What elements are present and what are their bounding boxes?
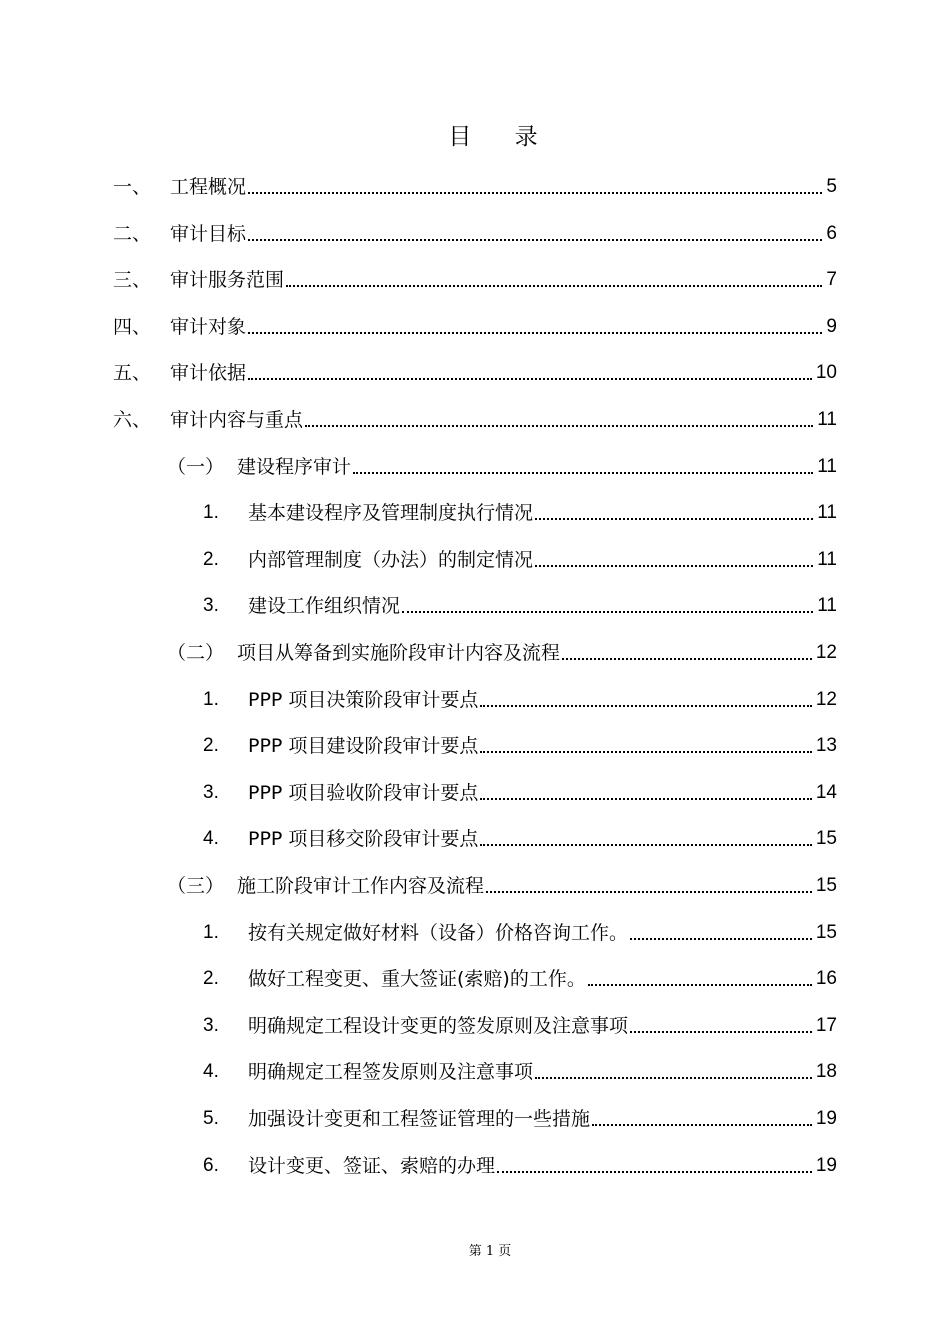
toc-entry-page-number: 15	[815, 875, 837, 896]
toc-dot-leader	[497, 1171, 812, 1173]
toc-dot-leader	[248, 192, 822, 194]
toc-dot-leader	[480, 844, 811, 846]
toc-entry[interactable]	[113, 219, 837, 249]
toc-entry[interactable]	[203, 591, 837, 621]
toc-dot-leader	[486, 891, 812, 893]
toc-entry-title: 明确规定工程设计变更的签发原则及注意事项	[248, 1014, 629, 1037]
toc-dot-leader	[535, 518, 813, 520]
toc-dot-leader	[480, 798, 811, 800]
toc-entry-number: 1.	[203, 502, 219, 524]
toc-entry-page-number: 12	[815, 642, 837, 663]
toc-entry-page-number: 11	[817, 548, 837, 570]
toc-entry-title: PPP 项目建设阶段审计要点	[248, 735, 479, 758]
toc-dot-leader	[535, 1077, 812, 1079]
toc-entry-title: 审计内容与重点	[170, 409, 304, 431]
toc-entry-page-number: 16	[815, 968, 837, 990]
toc-entry-title: 按有关规定做好材料（设备）价格咨询工作。	[248, 921, 629, 944]
toc-entry-number: 2.	[203, 968, 219, 990]
toc-entry[interactable]	[203, 498, 837, 528]
toc-entry-number: 3.	[203, 1014, 219, 1036]
toc-dot-leader	[286, 285, 822, 287]
toc-entry-number: 四、	[113, 315, 152, 338]
toc-entry-number: 三、	[113, 269, 152, 292]
toc-entry[interactable]	[203, 1011, 837, 1041]
toc-entry-page-number: 10	[815, 362, 837, 384]
toc-entry-number: 3.	[203, 781, 219, 803]
toc-entry-number: （二）	[167, 642, 225, 664]
toc-entry-page-number: 6	[826, 222, 837, 244]
toc-dot-leader	[353, 472, 813, 474]
toc-entry[interactable]	[203, 964, 837, 994]
toc-entry-page-number: 18	[815, 1061, 837, 1083]
toc-entry-number: （三）	[167, 875, 225, 897]
toc-entry-number: 五、	[113, 362, 152, 385]
toc-entry[interactable]	[203, 778, 837, 808]
toc-entry-number: 2.	[203, 548, 219, 570]
toc-entry-page-number: 11	[817, 455, 837, 477]
toc-entry-title: 加强设计变更和工程签证管理的一些措施	[248, 1108, 591, 1130]
toc-entry-title: PPP 项目移交阶段审计要点	[248, 828, 479, 851]
toc-entry-page-number: 11	[817, 595, 837, 617]
toc-entry-title: 审计依据	[170, 362, 247, 385]
toc-dot-leader	[592, 1124, 812, 1126]
page-footer: 第 1 页	[468, 1244, 512, 1259]
toc-entry-page-number: 17	[815, 1014, 837, 1036]
toc-entry[interactable]	[167, 452, 837, 482]
toc-dot-leader	[248, 378, 812, 380]
toc-dot-leader	[630, 938, 812, 940]
toc-entry[interactable]	[203, 1104, 837, 1134]
toc-entry-page-number: 13	[815, 735, 837, 757]
toc-entry[interactable]	[167, 871, 837, 901]
toc-title: 目 录	[448, 124, 556, 150]
toc-dot-leader	[562, 658, 812, 660]
toc-entry-title: 项目从筹备到实施阶段审计内容及流程	[237, 642, 561, 664]
toc-entry-page-number: 12	[815, 688, 837, 710]
toc-entry-number: 4.	[203, 828, 219, 850]
toc-dot-leader	[480, 751, 811, 753]
toc-entry[interactable]	[203, 731, 837, 761]
toc-entry-number: 1.	[203, 921, 219, 943]
toc-entry-title: 审计服务范围	[170, 269, 285, 292]
toc-entry-title: 建设工作组织情况	[248, 595, 401, 618]
toc-dot-leader	[588, 984, 812, 986]
toc-entry-title: 施工阶段审计工作内容及流程	[237, 875, 485, 897]
toc-entry[interactable]	[203, 685, 837, 715]
toc-entry-page-number: 7	[826, 269, 837, 291]
toc-entry[interactable]	[203, 1057, 837, 1087]
toc-dot-leader	[402, 611, 813, 613]
toc-dot-leader	[248, 239, 822, 241]
toc-entry-page-number: 15	[815, 921, 837, 943]
toc-entry-page-number: 9	[826, 315, 837, 337]
toc-entry[interactable]	[113, 172, 837, 202]
toc-entry[interactable]	[113, 265, 837, 295]
toc-entry-number: 6.	[203, 1154, 219, 1176]
toc-entry-title: PPP 项目验收阶段审计要点	[248, 781, 479, 804]
toc-entry-title: 明确规定工程签发原则及注意事项	[248, 1061, 534, 1084]
toc-entry-page-number: 5	[826, 176, 837, 197]
toc-entry-number: 一、	[113, 176, 152, 198]
toc-entry-page-number: 11	[817, 409, 837, 430]
toc-entry[interactable]	[203, 1151, 837, 1181]
toc-dot-leader	[305, 425, 813, 427]
toc-entry[interactable]	[167, 638, 837, 668]
toc-dot-leader	[480, 705, 811, 707]
toc-entry-title: 工程概况	[170, 176, 247, 198]
toc-entry-page-number: 19	[815, 1108, 837, 1129]
toc-entry-title: 建设程序审计	[237, 455, 352, 478]
toc-entry-page-number: 19	[815, 1154, 837, 1176]
toc-entry[interactable]	[203, 824, 837, 854]
toc-entry-number: 二、	[113, 222, 152, 245]
toc-dot-leader	[630, 1031, 812, 1033]
toc-dot-leader	[248, 332, 822, 334]
toc-dot-leader	[535, 565, 813, 567]
toc-entry[interactable]	[203, 918, 837, 948]
toc-entry[interactable]	[113, 405, 837, 435]
toc-entry-page-number: 11	[817, 502, 837, 524]
toc-entry-number: 六、	[113, 409, 152, 431]
toc-entry-title: PPP 项目决策阶段审计要点	[248, 688, 479, 711]
toc-entry-number: 4.	[203, 1061, 219, 1083]
toc-entry-title: 审计目标	[170, 222, 247, 245]
toc-entry-title: 内部管理制度（办法）的制定情况	[248, 548, 534, 571]
toc-entry-page-number: 15	[815, 828, 837, 850]
toc-entry-title: 审计对象	[170, 315, 247, 338]
toc-entry-number: 3.	[203, 595, 219, 617]
toc-entry-page-number: 14	[815, 781, 837, 803]
toc-entry[interactable]	[113, 358, 837, 388]
toc-entry-title: 做好工程变更、重大签证(索赔)的工作。	[248, 968, 586, 991]
toc-entry[interactable]	[203, 545, 837, 575]
toc-entry-number: 5.	[203, 1108, 219, 1129]
toc-entry-number: （一）	[167, 455, 225, 478]
toc-entry-number: 1.	[203, 688, 219, 710]
toc-entry-title: 基本建设程序及管理制度执行情况	[248, 502, 534, 525]
toc-entry-title: 设计变更、签证、索赔的办理	[248, 1154, 496, 1177]
toc-entry-number: 2.	[203, 735, 219, 757]
toc-entry[interactable]	[113, 312, 837, 342]
